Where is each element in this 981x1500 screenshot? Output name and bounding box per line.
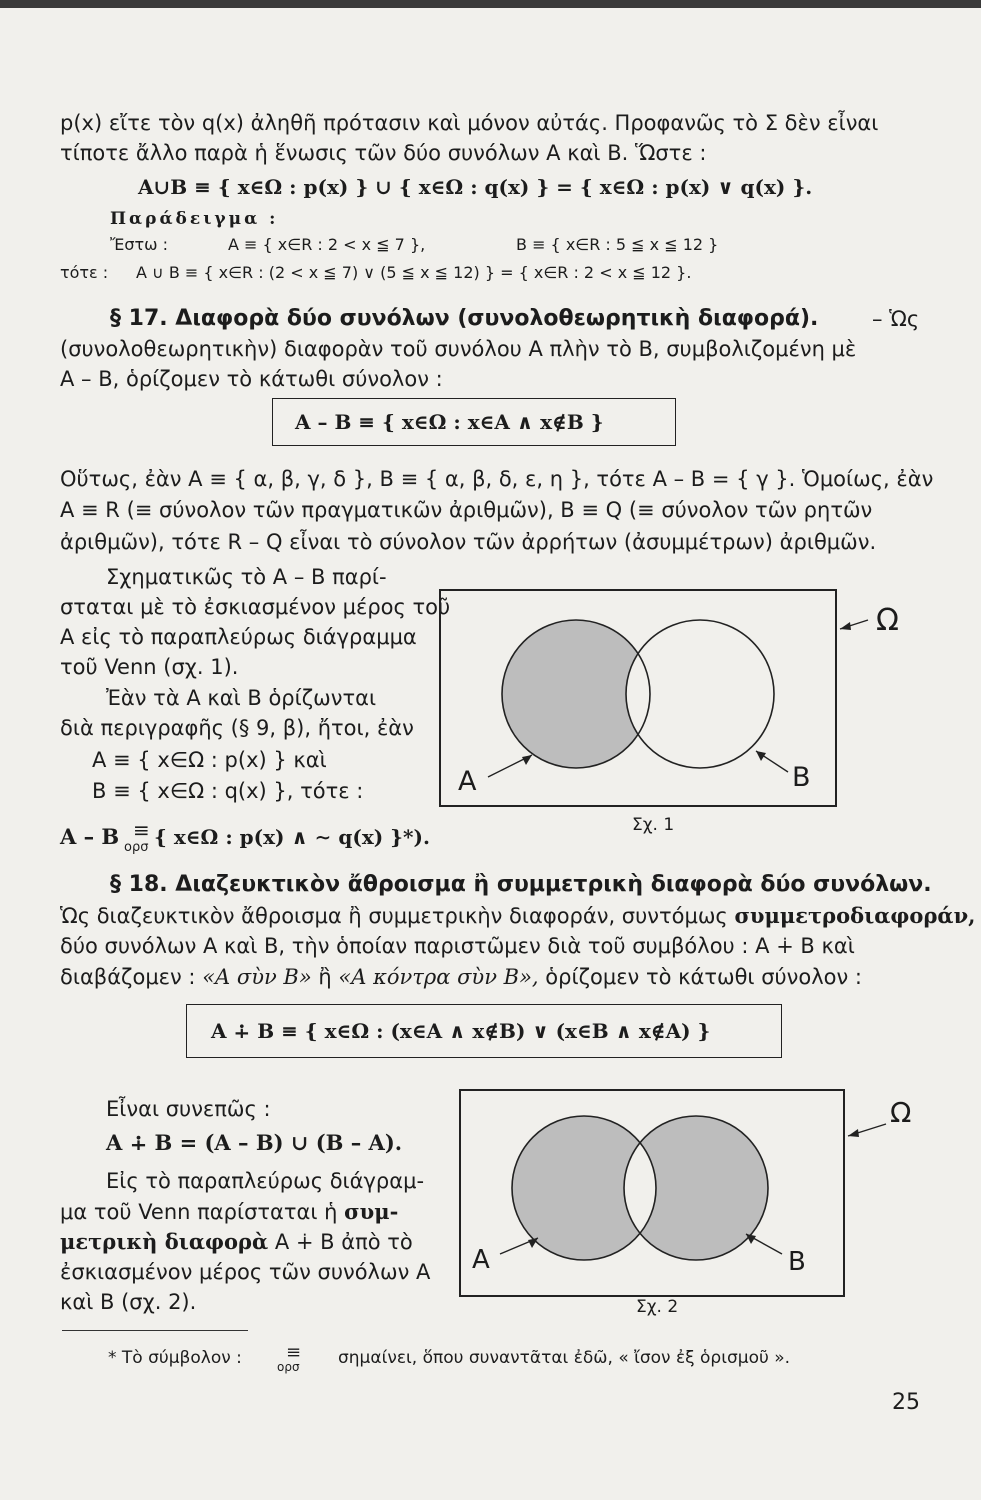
s17-side-8: B ≡ { x∈Ω : q(x) }, τότε : (92, 779, 364, 803)
difference-predicate-rhs: { x∈Ω : p(x) ∧ ∼ q(x) }*). (154, 825, 430, 849)
s17-side-2: σταται μὲ τὸ ἐσκιασμένον μέρος τοῦ (60, 595, 451, 619)
figure-2-caption: Σχ. 2 (636, 1297, 679, 1317)
s18-side-5-bold: μετρικὴ διαφορὰ (60, 1229, 269, 1254)
s18-side-4-bold: συμ- (344, 1199, 399, 1224)
s18-side-4 (60, 1197, 398, 1227)
section-17-title: § 17. Διαφορὰ δύο συνόλων (συνολοθεωρητικὴ διαφορά). (110, 306, 819, 331)
s18-side-7: καὶ B (σχ. 2). (60, 1290, 197, 1314)
section-18-title: § 18. Διαζευκτικὸν ἄθροισμα ἢ συμμετρικὴ διαφορὰ δύο συνόλων. (110, 872, 932, 897)
footnote-rule (62, 1330, 248, 1331)
s18-side-6: ἐσκιασμένον μέρος τῶν συνόλων A (60, 1260, 431, 1284)
set-b-label: B (788, 1247, 806, 1277)
intro-line-2: τίποτε ἄλλο παρὰ ἡ ἕνωσις τῶν δύο συνόλων A καὶ B. Ὥστε : (60, 141, 707, 165)
s18-side-3: Εἰς τὸ παραπλεύρως διάγραμ- (106, 1169, 425, 1193)
figure-1-caption: Σχ. 1 (632, 815, 675, 835)
union-formula: A∪B ≡ { x∈Ω : p(x) } ∪ { x∈Ω : q(x) } = { x∈Ω : p(x) ∨ q(x) }. (138, 175, 813, 199)
intro-line-1: p(x) εἴτε τὸν q(x) ἀληθῆ πρότασιν καὶ μόνον αὐτάς. Προφανῶς τὸ Σ δὲν εἶναι (60, 111, 879, 135)
s17-para-1: Οὕτως, ἐὰν A ≡ { α, β, γ, δ }, B ≡ { α, β, δ, ε, η }, τότε A – B = { γ }. Ὁμοίως, ἐὰν (60, 467, 934, 491)
s18-side-4-text: μα τοῦ Venn παρίσταται ἡ (60, 1200, 338, 1224)
s18-line-2: δύο συνόλων A καὶ B, τὴν ὁποίαν παριστῶμεν διὰ τοῦ συμβόλου : A ∔ B καὶ (60, 934, 855, 958)
section-17-title-tail: – Ὡς (872, 307, 920, 331)
s17-side-3: A εἰς τὸ παραπλεύρως διάγραμμα (60, 625, 417, 649)
example-line-1-lead: Ἔστω : (110, 235, 169, 254)
omega-label: Ω (876, 603, 899, 638)
s18-line-1-text: Ὡς διαζευκτικὸν ἄθροισμα ἢ συμμετρικὴν διαφοράν, συντόμως (60, 904, 728, 928)
s18-side-1: Εἶναι συνεπῶς : (106, 1097, 271, 1121)
example-heading: Παράδειγμα : (110, 209, 279, 229)
omega-label: Ω (890, 1096, 912, 1129)
difference-predicate-defeq: ≡ (133, 818, 150, 842)
footnote-symbol: ≡ (286, 1342, 302, 1363)
difference-definition-box (272, 398, 676, 446)
s17-side-5: Ἐὰν τὰ A καὶ B ὁρίζωνται (106, 686, 377, 710)
venn-diagram-symmetric-difference (456, 1084, 936, 1334)
s18-line-3-post: ὁρίζομεν τὸ κάτωθι σύνολον : (545, 965, 862, 989)
s18-line-3-mid: ἢ (318, 965, 332, 989)
a-pointer-head (522, 755, 532, 765)
omega-pointer-head (848, 1129, 859, 1137)
example-line-2-lead: τότε : (60, 263, 109, 282)
footnote-star: * Τὸ σύμβολον : (108, 1348, 242, 1368)
s18-side-5 (60, 1227, 413, 1257)
symmetric-difference-box (186, 1004, 782, 1058)
symmetric-difference-definition: A ∔ B ≡ { x∈Ω : (x∈A ∧ x∉B) ∨ (x∈B ∧ x∉A) } (211, 1019, 711, 1043)
s18-line-3 (60, 962, 862, 992)
scan-top-edge (0, 0, 981, 8)
s18-line-1-bold: συμμετροδιαφοράν, (734, 903, 976, 928)
set-b-label: B (792, 762, 811, 793)
set-a-label: A (472, 1245, 490, 1275)
s18-line-3-reading-2: «A κόντρα σὺν B», (338, 965, 539, 989)
s17-para-3: ἀριθμῶν), τότε R – Q εἶναι τὸ σύνολον τῶν ἀρρήτων (ἀσυμμέτρων) ἀριθμῶν. (60, 530, 877, 554)
s17-para-2: A ≡ R (≡ σύνολον τῶν πραγματικῶν ἀριθμῶν), B ≡ Q (≡ σύνολον τῶν ρητῶν (60, 498, 873, 522)
example-set-a: A ≡ { x∈R : 2 < x ≦ 7 }, (228, 235, 426, 254)
symmetric-difference-identity: A ∔ B = (A – B) ∪ (B – A). (106, 1130, 403, 1155)
venn-diagram-difference (436, 576, 936, 836)
s17-side-1: Σχηματικῶς τὸ A – B παρί- (106, 565, 387, 589)
page-number: 25 (892, 1390, 920, 1415)
omega-pointer-head (840, 622, 851, 630)
s18-line-1 (60, 901, 975, 931)
s17-side-6: διὰ περιγραφῆς (§ 9, β), ἤτοι, ἐὰν (60, 716, 414, 740)
footnote-text: σημαίνει, ὅπου συναντᾶται ἐδῶ, « ἴσον ἐξ ὁρισμοῦ ». (338, 1348, 791, 1368)
difference-predicate-lhs: A – B (60, 824, 120, 849)
s18-line-3-pre: διαβάζομεν : (60, 965, 196, 989)
difference-predicate-defeq-sub: ορσ (124, 840, 149, 855)
s17-line-2: A – B, ὁρίζομεν τὸ κάτωθι σύνολον : (60, 367, 443, 391)
s18-line-3-reading-1: «A σὺν B» (202, 965, 312, 989)
difference-definition: A – B ≡ { x∈Ω : x∈A ∧ x∉B } (295, 410, 604, 434)
footnote-symbol-sub: ορσ (277, 1360, 300, 1374)
example-union-result: A ∪ B ≡ { x∈R : (2 < x ≦ 7) ∨ (5 ≦ x ≦ 12) } = { x∈R : 2 < x ≦ 12 }. (136, 263, 692, 282)
s17-side-7: A ≡ { x∈Ω : p(x) } καὶ (92, 748, 327, 772)
s17-side-4: τοῦ Venn (σχ. 1). (60, 655, 239, 679)
example-set-b: B ≡ { x∈R : 5 ≦ x ≦ 12 } (516, 235, 719, 254)
s18-side-5-text: A ∔ B ἀπὸ τὸ (274, 1230, 413, 1254)
set-a-label: A (458, 766, 477, 797)
s17-line-1: (συνολοθεωρητικὴν) διαφορὰν τοῦ συνόλου A πλὴν τὸ B, συμβολιζομένη μὲ (60, 337, 857, 361)
